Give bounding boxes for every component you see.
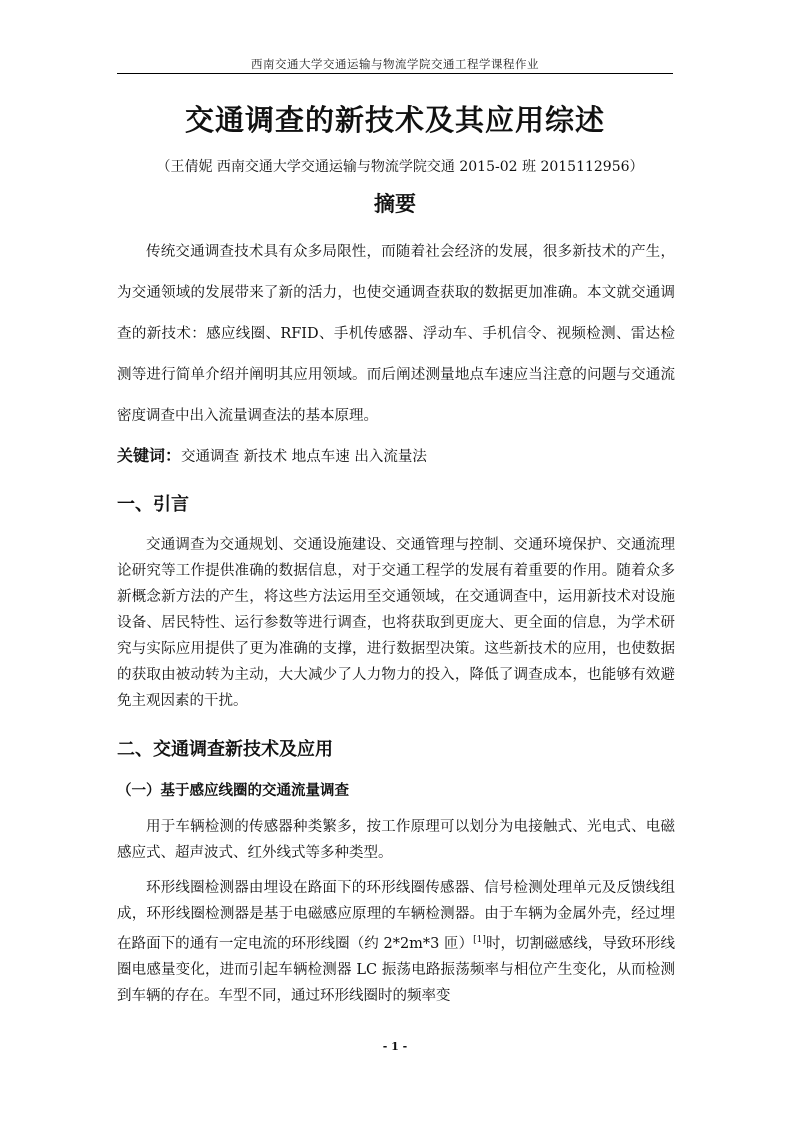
citation-marker[interactable]: [1] [473,935,486,945]
abstract-heading: 摘要 [374,192,416,216]
author-line: （王倩妮 西南交通大学交通运输与物流学院交通 2015-02 班 2015112956） [156,159,644,175]
sensor-types-paragraph: 用于车辆检测的传感器种类繁多，按工作原理可以划分为电接触式、光电式、电磁感应式、超声波式、红外线式等多种类型。 [117,819,675,861]
loop-detector-text-part1: 环形线圈检测器由埋设在路面下的环形线圈传感器、信号检测处理单元及反馈线组成，环形线圈检测器是基于电磁感应原理的车辆检测器。由于车辆为金属外壳，经过埋在路面下的通有一定电流的环形线圈（约 2*2m*3 匝） [117,880,675,952]
section-heading-new-technologies: 二、交通调查新技术及应用 [117,739,333,760]
loop-detector-text-part2: 时，切割磁感线，导致环形线圈电感量变化，进而引起车辆检测器 LC 振荡电路振荡频率与相位产生变化，从而检测到车辆的存在。车型不同，通过环形线圈时的频率变 [117,935,675,1004]
keywords-line [117,442,673,471]
page-number: - 1 - [382,1040,408,1053]
running-header: 西南交通大学交通运输与物流学院交通工程学课程作业 [251,57,539,71]
subsection-heading-induction-loop: （一）基于感应线圈的交通流量调查 [117,783,349,799]
section-heading-introduction: 一、引言 [117,494,189,515]
keywords-label: 关键词： [117,446,182,465]
loop-detector-paragraph [117,875,675,1009]
header-rule [117,73,673,74]
paper-title: 交通调查的新技术及其应用综述 [184,103,605,137]
introduction-paragraph: 交通调查为交通规划、交通设施建设、交通管理与控制、交通环境保护、交通流理论研究等工作提供准确的数据信息，对于交通工程学的发展有着重要的作用。随着众多新概念新方法的产生，将这些方法运用至交通领域，在交通调查中，运用新技术对设施设备、居民特性、运行参数等进行调查，也将获取到更庞大、更全面的信息，为学术研究与实际应用提供了更为准确的支撑，进行数据型决策。这些新技术的应用，也使数据的获取由被动转为主动，大大减少了人力物力的投入，降低了调查成本，也能够有效避免主观因素的干扰。 [117,537,675,709]
keywords-terms: 交通调查 新技术 地点车速 出入流量法 [181,449,427,465]
abstract-text: 传统交通调查技术具有众多局限性，而随着社会经济的发展，很多新技术的产生，为交通领域的发展带来了新的活力，也使交通调查获取的数据更加准确。本文就交通调查的新技术：感应线圈、RFID、手机传感器、浮动车、手机信令、视频检测、雷达检测等进行简单介绍并阐明其应用领域。而后阐述测量地点车速应当注意的问题与交通流密度调查中出入流量调查法的基本原理。 [117,244,675,424]
